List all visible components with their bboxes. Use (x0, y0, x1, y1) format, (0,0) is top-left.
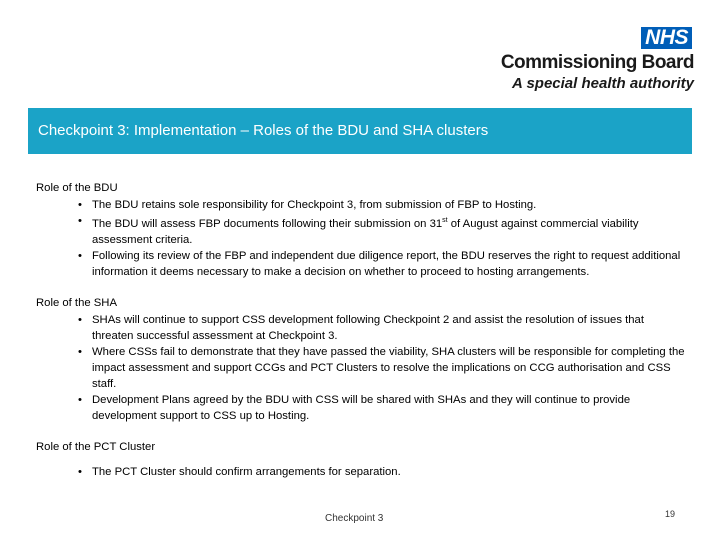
section-heading: Role of the PCT Cluster (36, 440, 156, 453)
bullet-list (36, 464, 686, 480)
nhs-badge: NHS (641, 27, 692, 49)
slide-content (36, 180, 686, 495)
nhs-logo (494, 27, 694, 95)
list-item: • Where CSSs fail to demonstrate that they have passed the viability, SHA clusters will be responsible for completing the impact assessment and support CCGs and PCT Clusters to resolve the implications on CCG authorisation and CSS staff. (78, 344, 686, 392)
page-number: 19 (665, 509, 676, 519)
list-item: • The BDU retains sole responsibility for Checkpoint 3, from submission of FBP to Hosting. (78, 197, 686, 213)
section-heading: Role of the BDU (36, 182, 118, 194)
section-bdu (36, 180, 686, 280)
footer-label: Checkpoint 3 (325, 513, 384, 524)
list-item: • Following its review of the FBP and independent due diligence report, the BDU reserves the right to request additional information it deems necessary to make a decision on whether to proceed to hosting arrangements. (78, 248, 686, 280)
bullet-list (36, 312, 686, 424)
page-title: Checkpoint 3: Implementation – Roles of the BDU and SHA clusters (38, 122, 489, 139)
superscript: st (442, 217, 448, 224)
section-sha (36, 295, 686, 424)
section-pct (36, 439, 686, 480)
section-heading: Role of the SHA (36, 296, 118, 309)
bullet-list (36, 197, 686, 280)
title-banner (28, 108, 692, 154)
logo-org-name: Commissioning Board (500, 52, 694, 73)
list-item: • SHAs will continue to support CSS development following Checkpoint 2 and assist the resolution of issues that threaten successful assessment at Checkpoint 3. (78, 312, 686, 344)
logo-tagline: A special health authority (512, 75, 694, 92)
list-item (78, 213, 686, 248)
list-item: • Development Plans agreed by the BDU with CSS will be shared with SHAs and they will continue to provide development support to CSS up to Hosting. (78, 392, 686, 424)
list-item-text-a: The BDU will assess FBP documents following their submission on 31 (92, 217, 443, 230)
list-item-text-b: of August against commercial viability assessment criteria. (92, 217, 639, 246)
list-item: • The PCT Cluster should confirm arrangements for separation. (78, 464, 686, 480)
